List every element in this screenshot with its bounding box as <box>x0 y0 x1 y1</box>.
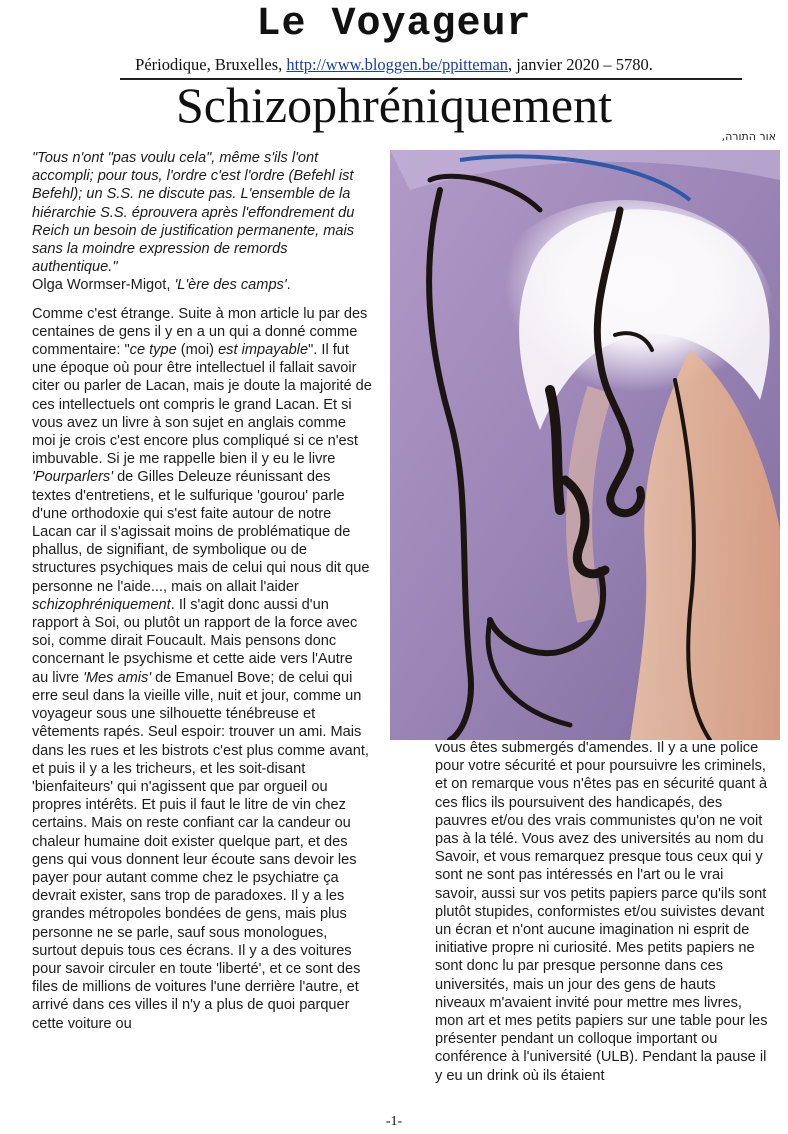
page-number: -1- <box>385 1114 403 1129</box>
epigraph-attribution <box>32 276 372 294</box>
text-emphasis: est impayable <box>218 342 309 359</box>
quote-end: . <box>286 277 291 294</box>
text-run: Comme c'est étrange. Suite à mon article lu par des centaines de gens il y en a un qui a donné comme commentaire: " <box>32 305 368 359</box>
text-run: de Emanuel Bove; de celui qui erre seul dans la vieille ville, nuit et jour, comme un voyageur sous une silhouette ténébreuse et vêtements rapés. Seul espoir: trouver un ami. Mais dans les rues et les bistrots c'est plus comme avant, et puis il y a les tricheurs, et les soit-disant 'bienfaiteurs' qui n'agissent que par orgueil ou propres intérêts. Et puis il faut le litre de vin chez certains. Mais on reste confiant car la candeur ou chaleur humaine doit exister quelque part, et des gens qui vous donnent leur écoute sans devoir les payer pour autant comme chez le psychiatre ça devrait exister, sans trop de paradoxes. Il y a les grandes métropoles bondées de gens, mais plus personne ne se parle, sauf sous monologues, surtout depuis tous ces écrans. Il y a des voitures pour savoir circuler en toute 'liberté', et ce sont des files de millions de voitures l'une derrière l'autre, et arrivé dans ces villes il n'y a plus de quoi parquer cette voiture ou <box>32 669 369 1032</box>
quote-source: 'L'ère des camps' <box>174 277 287 294</box>
masthead-title: Le Voyageur <box>256 2 532 47</box>
text-run: de Gilles Deleuze réunissant des textes d'entretiens, et le sulfurique 'gourou' parle d'une orthodoxie qui s'est faite autour de notre Lacan car il s'agissait moins de problématique de phallus, de signifiant, de symbolique ou de structures psychiques mais de celui qui nous dit que personne ne l'aide..., mais on allait l'aider <box>32 469 370 595</box>
text-emphasis: 'Mes amis' <box>83 669 152 686</box>
blog-link[interactable]: http://www.bloggen.be/ppitteman <box>286 55 509 74</box>
portrait-painting <box>390 150 780 740</box>
publication-info <box>0 55 788 75</box>
publication-prefix: Périodique, Bruxelles, <box>135 55 287 74</box>
portrait-illustration <box>390 150 780 740</box>
body-paragraph-left <box>32 305 372 1033</box>
text-run: . Il s'agit donc aussi d'un rapport à Soi, ou plutôt un rapport de la force avec soi, comme dirait Foucault. Mais pensons donc concernant le psychisme et cette aide vers l'Autre au livre <box>32 596 358 686</box>
text-run: (moi) <box>176 342 219 359</box>
text-emphasis: schizophréniquement <box>32 596 171 613</box>
article-headline: Schizophréniquement <box>176 77 612 133</box>
publication-suffix: , janvier 2020 – 5780. <box>508 55 653 74</box>
hebrew-note: אור התורה, <box>721 130 776 143</box>
text-emphasis: ce type <box>129 342 177 359</box>
left-column <box>32 149 372 1033</box>
text-emphasis: 'Pourparlers' <box>32 469 114 486</box>
epigraph-quote: "Tous n'ont "pas voulu cela", même s'ils l'ont accompli; pour tous, l'ordre c'est l'ordre (Befehl ist Befehl); un S.S. ne discute pas. L'ensemble de la hiérarchie S.S. éprouvera après l'effondrement du Reich un besoin de justification permanente, mais sans la moindre expression de remords authentique." <box>32 150 355 276</box>
body-paragraph-right: vous êtes submergés d'amendes. Il y a une police pour votre sécurité et pour poursuivre les criminels, et on remarque vous n'êtes pas en sécurité quant à ces flics ils poursuivent des handicapés, des pauvres et/ou des vrais communistes qu'on ne voit pas à la télé. Vous avez des universités au nom du Savoir, et vous remarquez presque tous ceux qui y sont ne sont pas intéressés en l'art ou le vrai savoir, aussi sur vos petits papiers parce qu'ils sont plutôt stupides, conformistes et/ou suivistes devant un écran et n'ont aucune imagination ni esprit de initiative propre ni curiosité. Mes petits papiers ne sont donc lu par presque personne dans ces universités, mais un jour des gens de hauts niveaux m'avaient invité pour mettre mes livres, mon art et mes petits papiers sur une table pour les présenter pendant un colloque important ou conférence à l'université (ULB). Pendant la pause il y eu un drink où ils étaient <box>435 740 768 1084</box>
quote-author: Olga Wormser-Migot, <box>32 277 175 294</box>
right-column <box>435 739 769 1085</box>
text-run: ". Il fut une époque où pour être intellectuel il fallait savoir citer ou parler de Lacan, mais je doute la majorité de ces intellectuels ont compris le grand Lacan. Et si vous avez un livre à son sujet en anglais comme moi je crois c'est encore plus compliqué si ce n'est imbuvable. Si je me rappelle bien il y eu le livre <box>32 342 372 468</box>
